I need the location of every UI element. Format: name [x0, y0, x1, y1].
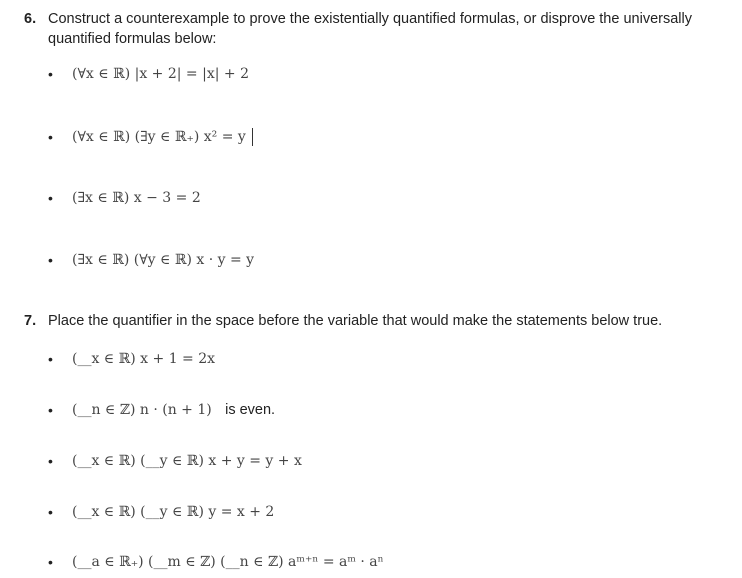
bullet-icon: •: [48, 351, 53, 367]
bullet-icon: •: [48, 554, 53, 570]
question-6-number: 6.: [24, 11, 37, 27]
q7-note-2: is even.: [225, 402, 276, 418]
question-6-text: Construct a counterexample to prove the existentially quantified formulas, or disprove the universally quantified formulas below:: [48, 11, 692, 47]
q6-formula-3: (∃x ∈ ℝ) x − 3 = 2: [72, 190, 201, 206]
text-caret: [252, 128, 253, 146]
q7-formula-2-text: (__n ∈ ℤ) n · (n + 1): [72, 402, 212, 418]
bullet-icon: •: [48, 66, 53, 82]
q7-formula-3: (__x ∈ ℝ) (__y ∈ ℝ) x + y = y + x: [72, 453, 302, 469]
q7-formula-2: [72, 399, 275, 421]
question-7-text: Place the quantifier in the space before the variable that would make the statements below true.: [48, 313, 663, 329]
bullet-icon: •: [48, 453, 53, 469]
q6-formula-1: (∀x ∈ ℝ) |x + 2| = |x| + 2: [72, 66, 249, 82]
bullet-icon: •: [48, 129, 53, 145]
q6-formula-2[interactable]: [72, 126, 253, 148]
q6-formula-4: (∃x ∈ ℝ) (∀y ∈ ℝ) x · y = y: [72, 252, 255, 268]
q7-formula-4: (__x ∈ ℝ) (__y ∈ ℝ) y = x + 2: [72, 504, 275, 520]
q7-formula-1: (__x ∈ ℝ) x + 1 = 2x: [72, 351, 216, 367]
q6-item-2: [48, 126, 348, 148]
question-7: [24, 311, 734, 331]
bullet-icon: •: [48, 252, 53, 268]
bullet-icon: •: [48, 190, 53, 206]
q7-formula-5: (__a ∈ ℝ₊) (__m ∈ ℤ) (__n ∈ ℤ) aᵐ⁺ⁿ = aᵐ · aⁿ: [72, 554, 384, 570]
bullet-icon: •: [48, 402, 53, 418]
question-6: [24, 9, 724, 49]
bullet-icon: •: [48, 504, 53, 520]
question-7-number: 7.: [24, 313, 37, 329]
q6-formula-2-text: (∀x ∈ ℝ) (∃y ∈ ℝ₊) x² = y: [72, 129, 246, 145]
